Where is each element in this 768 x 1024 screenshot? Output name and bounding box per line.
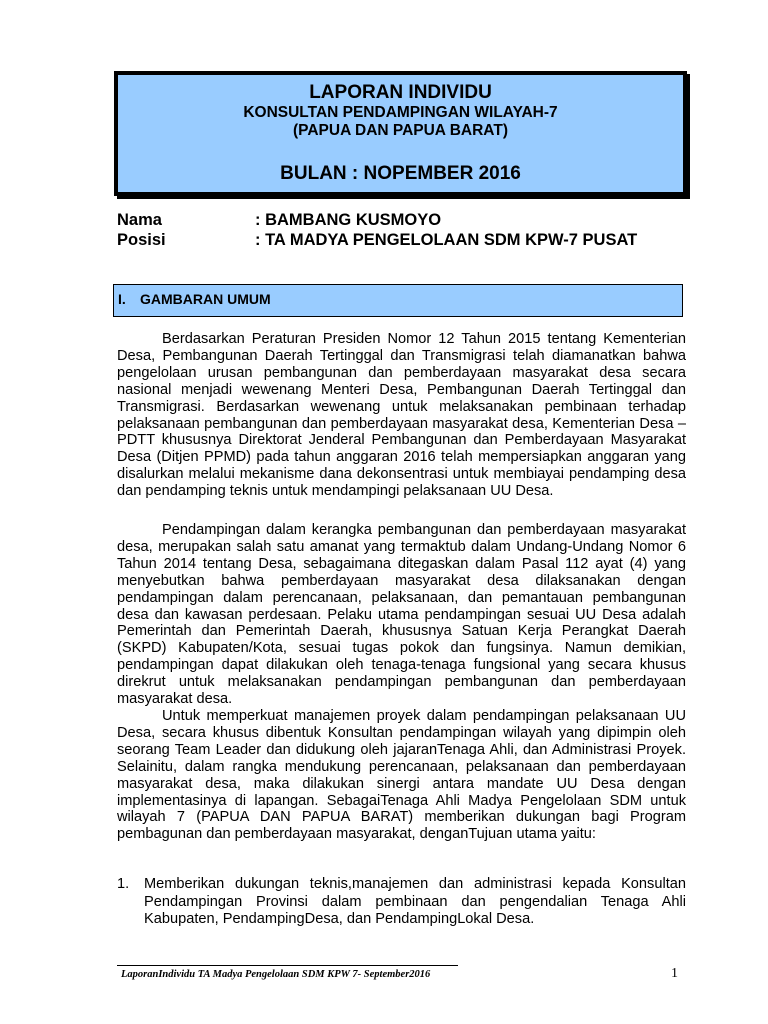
paragraph-3: Untuk memperkuat manajemen proyek dalam pendampingan pelaksanaan UU Desa, secara khusus dibentuk Konsultan pendampingan wilayah yang dipimpin oleh seorang Team Leader dan didukung oleh jajaranTenaga Ahli, dan Administrasi Proyek. Selainitu, dalam rangka mendukung perencanaan, pelaksanaan dan pemberdayaan masyarakat desa, maka dilakukan sinergi antara mandate UU Desa dengan implementasinya di lapangan. SebagaiTenaga Ahli Madya Pengelolaan SDM untuk wilayah 7 (PAPUA DAN PAPUA BARAT) memberikan dukungan bagi Program pembagunan dan pemberdayaan masyarakat, denganTujuan utama yaitu:	[117, 708, 686, 843]
report-title-box	[114, 71, 687, 196]
list-item	[117, 876, 686, 929]
name-label: Nama	[117, 211, 162, 229]
report-subtitle: KONSULTAN PENDAMPINGAN WILAYAH-7	[243, 104, 558, 121]
name-value: : BAMBANG KUSMOYO	[255, 211, 442, 229]
position-label: Posisi	[117, 231, 166, 249]
report-title: LAPORAN INDIVIDU	[309, 82, 492, 103]
paragraph-2: Pendampingan dalam kerangka pembangunan dan pemberdayaan masyarakat desa, merupakan salah satu amanat yang termaktub dalam Undang-Undang Nomor 6 Tahun 2014 tentang Desa, sebagaimana ditegaskan dalam Pasal 112 ayat (4) yang menyebutkan bahwa pemberdayaan masyarakat desa dilaksanakan dengan pendampingan dalam perencanaan, pelaksanaan, dan pemantauan pembangunan desa dan kawasan perdesaan. Pelaku utama pendampingan sesuai UU Desa adalah Pemerintah dan Pemerintah Daerah, khususnya Satuan Kerja Perangkat Daerah (SKPD) Kabupaten/Kota, sesuai tugas pokok dan fungsinya. Namun demikian, pendampingan dapat dilakukan oleh tenaga-tenaga fungsional yang secara khusus direkrut untuk melaksanakan pendampingan pembangunan dan pemberdayaan masyarakat desa.	[117, 522, 686, 708]
section-number: I.	[118, 291, 126, 307]
list-item-text: Memberikan dukungan teknis,manajemen dan administrasi kepada Konsultan Pendampingan Provinsi dalam pembinaan dan pengendalian Tenaga Ahli Kabupaten, PendampingDesa, dan PendampingLokal Desa.	[144, 876, 686, 927]
section-heading-box	[113, 284, 683, 317]
report-region: (PAPUA DAN PAPUA BARAT)	[293, 122, 508, 139]
paragraph-1: Berdasarkan Peraturan Presiden Nomor 12 Tahun 2015 tentang Kementerian Desa, Pembangunan Daerah Tertinggal dan Transmigrasi telah diamanatkan bahwa pengelolaan urusan pembangunan dan pemberdayaan masyarakat desa secara nasional menjadi wewenang Menteri Desa, Pembangunan Daerah Tertinggal dan Transmigrasi. Berdasarkan wewenang untuk melaksanakan pembinaan terhadap pelaksanaan pembangunan dan pemberdayaan masyarakat desa, Kementerian Desa – PDTT khususnya Direktorat Jenderal Pembangunan dan Pemberdayaan Masyarakat Desa (Ditjen PPMD) pada tahun anggaran 2016 telah mempersiapkan anggaran yang disalurkan melalui mekanisme dana dekonsentrasi untuk membiayai pendamping desa dan pendamping teknis untuk mendampingi pelaksanaan UU Desa.	[117, 331, 686, 500]
report-month: BULAN : NOPEMBER 2016	[280, 163, 521, 184]
section-title: GAMBARAN UMUM	[140, 291, 271, 307]
footer-text: LaporanIndividu TA Madya Pengelolaan SDM KPW 7- September2016	[121, 969, 431, 980]
footer-divider	[117, 965, 458, 966]
list-item-number: 1.	[117, 876, 130, 892]
position-value: : TA MADYA PENGELOLAAN SDM KPW-7 PUSAT	[255, 231, 638, 249]
page-number: 1	[671, 966, 678, 981]
